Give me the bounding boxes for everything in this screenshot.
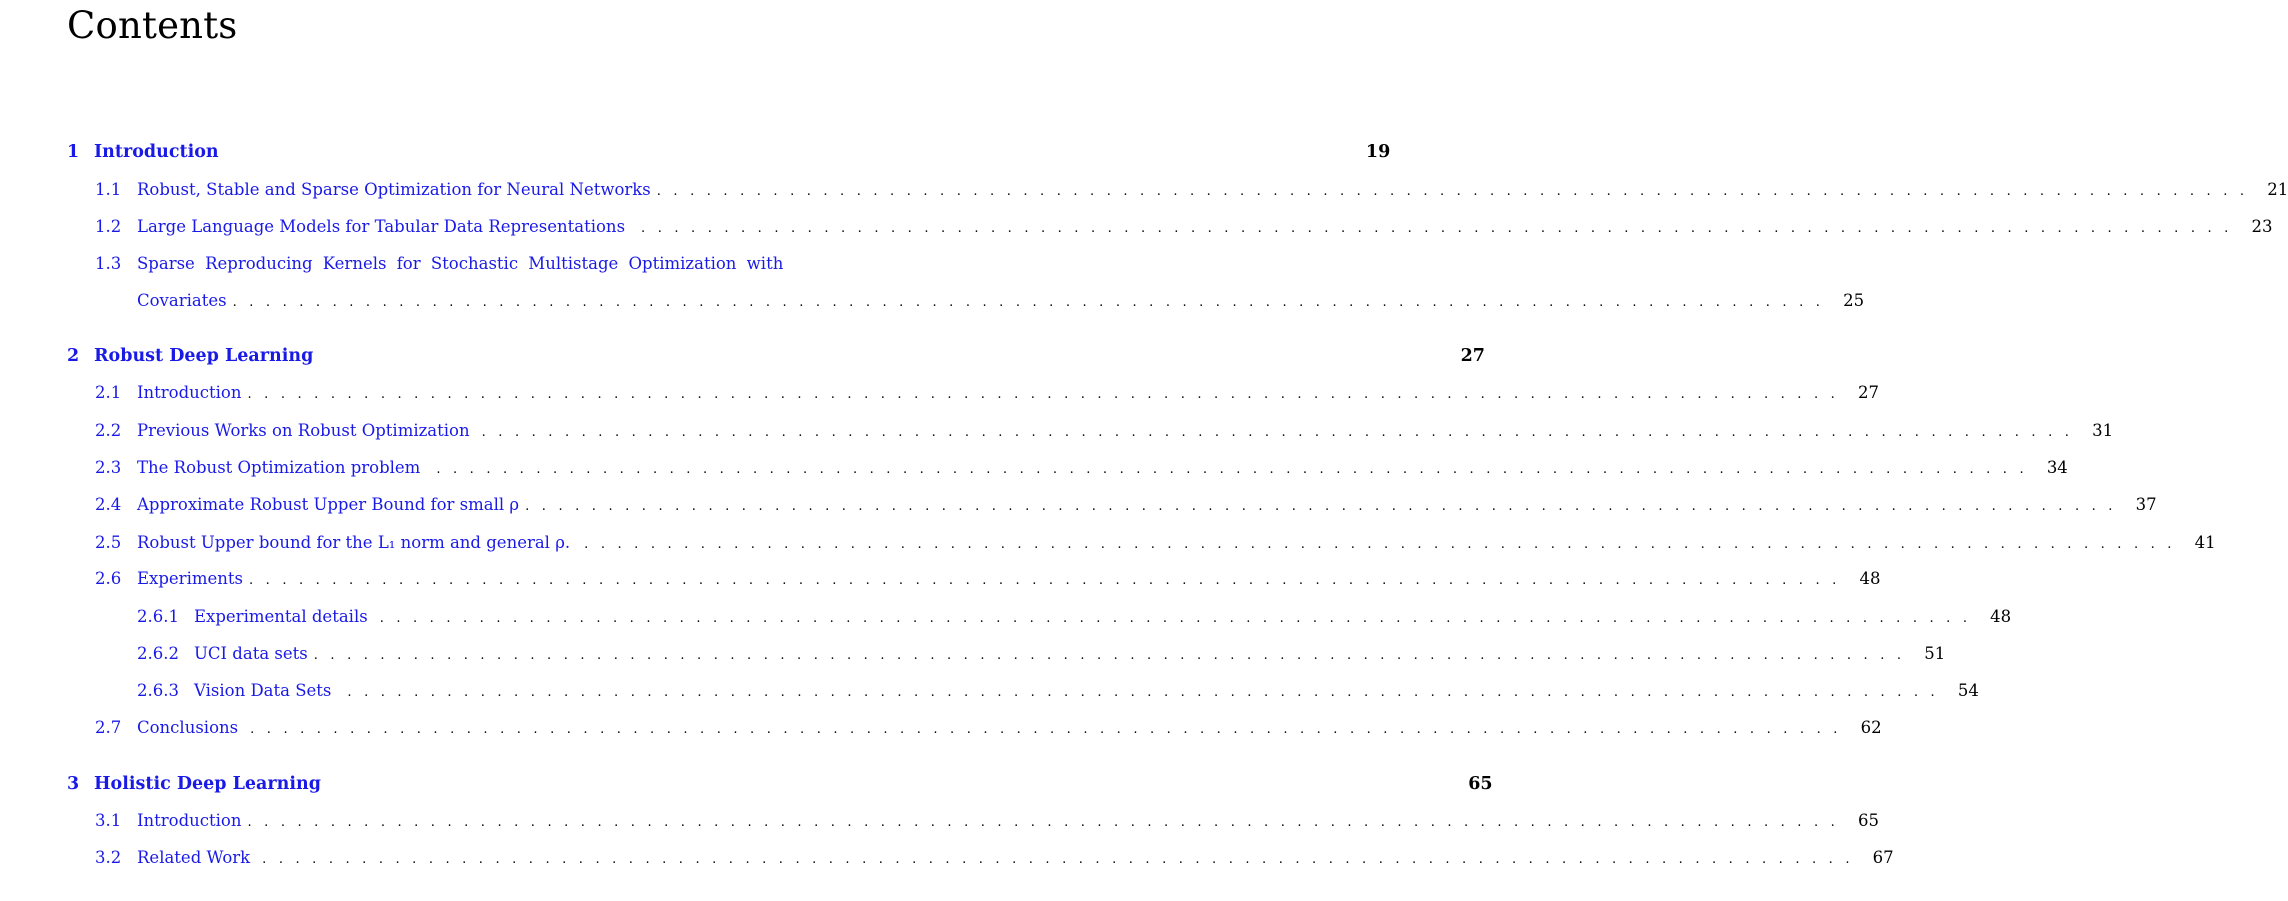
toc-section-2-3[interactable] [95, 457, 2068, 481]
section-label: The Robust Optimization problem [137, 458, 421, 477]
dot-leader: . . . . . . . . . . . . . . . . . . . . . . . . . . . . . . . . . . . . . . . . . . . . . . . . . . . . . . . . . . . . . . . . . . . . . . . . . . . . . . . . . . . . . . . . . . . . . . . . [247, 815, 1839, 830]
chapter-number: 1 [67, 142, 80, 162]
page-number: 34 [2046, 458, 2068, 477]
toc-section-2-1[interactable] [95, 382, 1879, 406]
section-number: 2.6 [95, 569, 122, 588]
chapter-number: 3 [67, 774, 80, 794]
dot-leader: . . . . . . . . . . . . . . . . . . . . . . . . . . . . . . . . . . . . . . . . . . . . . . . . . . . . . . . . . . . . . . . . . . . . . . . . . . . . . . . . . . . . . . . . . . . . . . . . [656, 184, 2249, 199]
toc-section-1-3-continued[interactable] [137, 290, 1865, 314]
page-number: 67 [1872, 848, 1894, 867]
toc-chapter-3[interactable] [67, 773, 1493, 797]
toc-subsection-2-6-2[interactable] [137, 643, 1946, 667]
toc-chapter-1[interactable] [67, 141, 1391, 165]
section-number: 2.5 [95, 533, 122, 552]
subsection-label: Experimental details [194, 607, 368, 626]
toc-section-2-5[interactable] [95, 532, 2216, 556]
section-number: 2.4 [95, 495, 122, 514]
dot-leader: . . . . . . . . . . . . . . . . . . . . . . . . . . . . . . . . . . . . . . . . . . . . . . . . . . . . . . . . . . . . . . . . . . . . . . . . . . . . . . . . . . . . . . . . . . . . . . . . [436, 462, 2028, 477]
page-number: 48 [1990, 607, 2012, 626]
section-label: Robust, Stable and Sparse Optimization for Neural Networks [137, 180, 651, 199]
section-number: 2.3 [95, 458, 122, 477]
dot-leader: . . . . . . . . . . . . . . . . . . . . . . . . . . . . . . . . . . . . . . . . . . . . . . . . . . . . . . . . . . . . . . . . . . . . . . . . . . . . . . . . . . . . . . . . . . . . . . . . [248, 573, 1841, 588]
toc-section-1-3[interactable] [95, 253, 796, 275]
chapter-label: Holistic Deep Learning [94, 774, 321, 794]
section-number: 3.2 [95, 848, 122, 867]
page-number: 37 [2135, 495, 2157, 514]
section-label: Approximate Robust Upper Bound for small ρ [137, 495, 520, 514]
toc-section-1-2[interactable] [95, 216, 2273, 240]
section-number: 2.7 [95, 718, 122, 737]
subsection-label: UCI data sets [194, 644, 308, 663]
chapter-label: Robust Deep Learning [94, 346, 314, 366]
toc-subsection-2-6-1[interactable] [137, 606, 2012, 630]
section-label: Large Language Models for Tabular Data Representations [137, 217, 626, 236]
subsection-number: 2.6.3 [137, 681, 179, 700]
toc-section-2-2[interactable] [95, 420, 2114, 444]
section-label: Introduction [137, 811, 242, 830]
dot-leader: . . . . . . . . . . . . . . . . . . . . . . . . . . . . . . . . . . . . . . . . . . . . . . . . . . . . . . . . . . . . . . . . . . . . . . . . . . . . . . . . . . . . . . . . . . . . . . . . [247, 387, 1839, 402]
section-number: 1.1 [95, 180, 122, 199]
section-label: Sparse Reproducing Kernels for Stochastic Multistage Optimization with [137, 254, 784, 273]
toc-section-3-2[interactable] [95, 847, 1894, 871]
section-label: Related Work [137, 848, 251, 867]
page-number: 25 [1843, 291, 1865, 310]
section-number: 2.1 [95, 383, 122, 402]
toc-section-2-6[interactable] [95, 568, 1881, 592]
page-number: 27 [1857, 383, 1879, 402]
section-number: 1.3 [95, 254, 122, 273]
dot-leader: . . . . . . . . . . . . . . . . . . . . . . . . . . . . . . . . . . . . . . . . . . . . . . . . . . . . . . . . . . . . . . . . . . . . . . . . . . . . . . . . . . . . . . . . . . . . . . . . [481, 425, 2074, 440]
section-label: Introduction [137, 383, 242, 402]
page-number: 27 [1460, 346, 1485, 366]
subsection-label: Vision Data Sets [194, 681, 332, 700]
dot-leader: . . . . . . . . . . . . . . . . . . . . . . . . . . . . . . . . . . . . . . . . . . . . . . . . . . . . . . . . . . . . . . . . . . . . . . . . . . . . . . . . . . . . . . . . . . . . . . . . [379, 611, 1972, 626]
dot-leader: . . . . . . . . . . . . . . . . . . . . . . . . . . . . . . . . . . . . . . . . . . . . . . . . . . . . . . . . . . . . . . . . . . . . . . . . . . . . . . . . . . . . . . . . . . . . . . . . [347, 685, 1939, 700]
dot-leader: . . . . . . . . . . . . . . . . . . . . . . . . . . . . . . . . . . . . . . . . . . . . . . . . . . . . . . . . . . . . . . . . . . . . . . . . . . . . . . . . . . . . . . . . . . . . . . . . [313, 648, 1906, 663]
section-number: 1.2 [95, 217, 122, 236]
page-number: 48 [1859, 569, 1881, 588]
toc-chapter-2[interactable] [67, 345, 1485, 369]
page-number: 21 [2267, 180, 2288, 199]
dot-leader: . . . . . . . . . . . . . . . . . . . . . . . . . . . . . . . . . . . . . . . . . . . . . . . . . . . . . . . . . . . . . . . . . . . . . . . . . . . . . . . . . . . . . . . . . . . . . . . . [584, 537, 2176, 552]
toc-section-1-1[interactable] [95, 179, 2288, 203]
subsection-number: 2.6.1 [137, 607, 179, 626]
dot-leader: . . . . . . . . . . . . . . . . . . . . . . . . . . . . . . . . . . . . . . . . . . . . . . . . . . . . . . . . . . . . . . . . . . . . . . . . . . . . . . . . . . . . . . . . . . . . . . . . [641, 221, 2233, 236]
page-number: 19 [1365, 142, 1391, 162]
toc-section-2-7[interactable] [95, 717, 1882, 741]
dot-leader: . . . . . . . . . . . . . . . . . . . . . . . . . . . . . . . . . . . . . . . . . . . . . . . . . . . . . . . . . . . . . . . . . . . . . . . . . . . . . . . . . . . . . . . . . . . . . . . . [232, 295, 1825, 310]
page-number: 51 [1924, 644, 1946, 663]
section-label-continued: Covariates [137, 291, 227, 310]
section-label: Robust Upper bound for the L₁ norm and general ρ. [137, 533, 571, 552]
toc-section-3-1[interactable] [95, 810, 1879, 834]
page-number: 65 [1468, 774, 1493, 794]
dot-leader: . . . . . . . . . . . . . . . . . . . . . . . . . . . . . . . . . . . . . . . . . . . . . . . . . . . . . . . . . . . . . . . . . . . . . . . . . . . . . . . . . . . . . . . . . . . . . . . . [250, 722, 1842, 737]
dot-leader: . . . . . . . . . . . . . . . . . . . . . . . . . . . . . . . . . . . . . . . . . . . . . . . . . . . . . . . . . . . . . . . . . . . . . . . . . . . . . . . . . . . . . . . . . . . . . . . . [525, 499, 2117, 514]
chapter-label: Introduction [94, 142, 219, 162]
page-number: 65 [1857, 811, 1879, 830]
chapter-number: 2 [67, 346, 80, 366]
section-label: Conclusions [137, 718, 239, 737]
toc-subsection-2-6-3[interactable] [137, 680, 1979, 704]
page-number: 54 [1957, 681, 1979, 700]
section-label: Previous Works on Robust Optimization [137, 421, 470, 440]
page-title: Contents [67, 4, 238, 47]
toc-section-2-4[interactable] [95, 494, 2157, 518]
subsection-number: 2.6.2 [137, 644, 179, 663]
section-number: 3.1 [95, 811, 122, 830]
section-label: Experiments [137, 569, 243, 588]
dot-leader: . . . . . . . . . . . . . . . . . . . . . . . . . . . . . . . . . . . . . . . . . . . . . . . . . . . . . . . . . . . . . . . . . . . . . . . . . . . . . . . . . . . . . . . . . . . . . . . . [262, 852, 1854, 867]
page-number: 31 [2092, 421, 2114, 440]
page-number: 62 [1860, 718, 1882, 737]
section-number: 2.2 [95, 421, 122, 440]
page-number: 23 [2251, 217, 2273, 236]
page-number: 41 [2194, 533, 2216, 552]
